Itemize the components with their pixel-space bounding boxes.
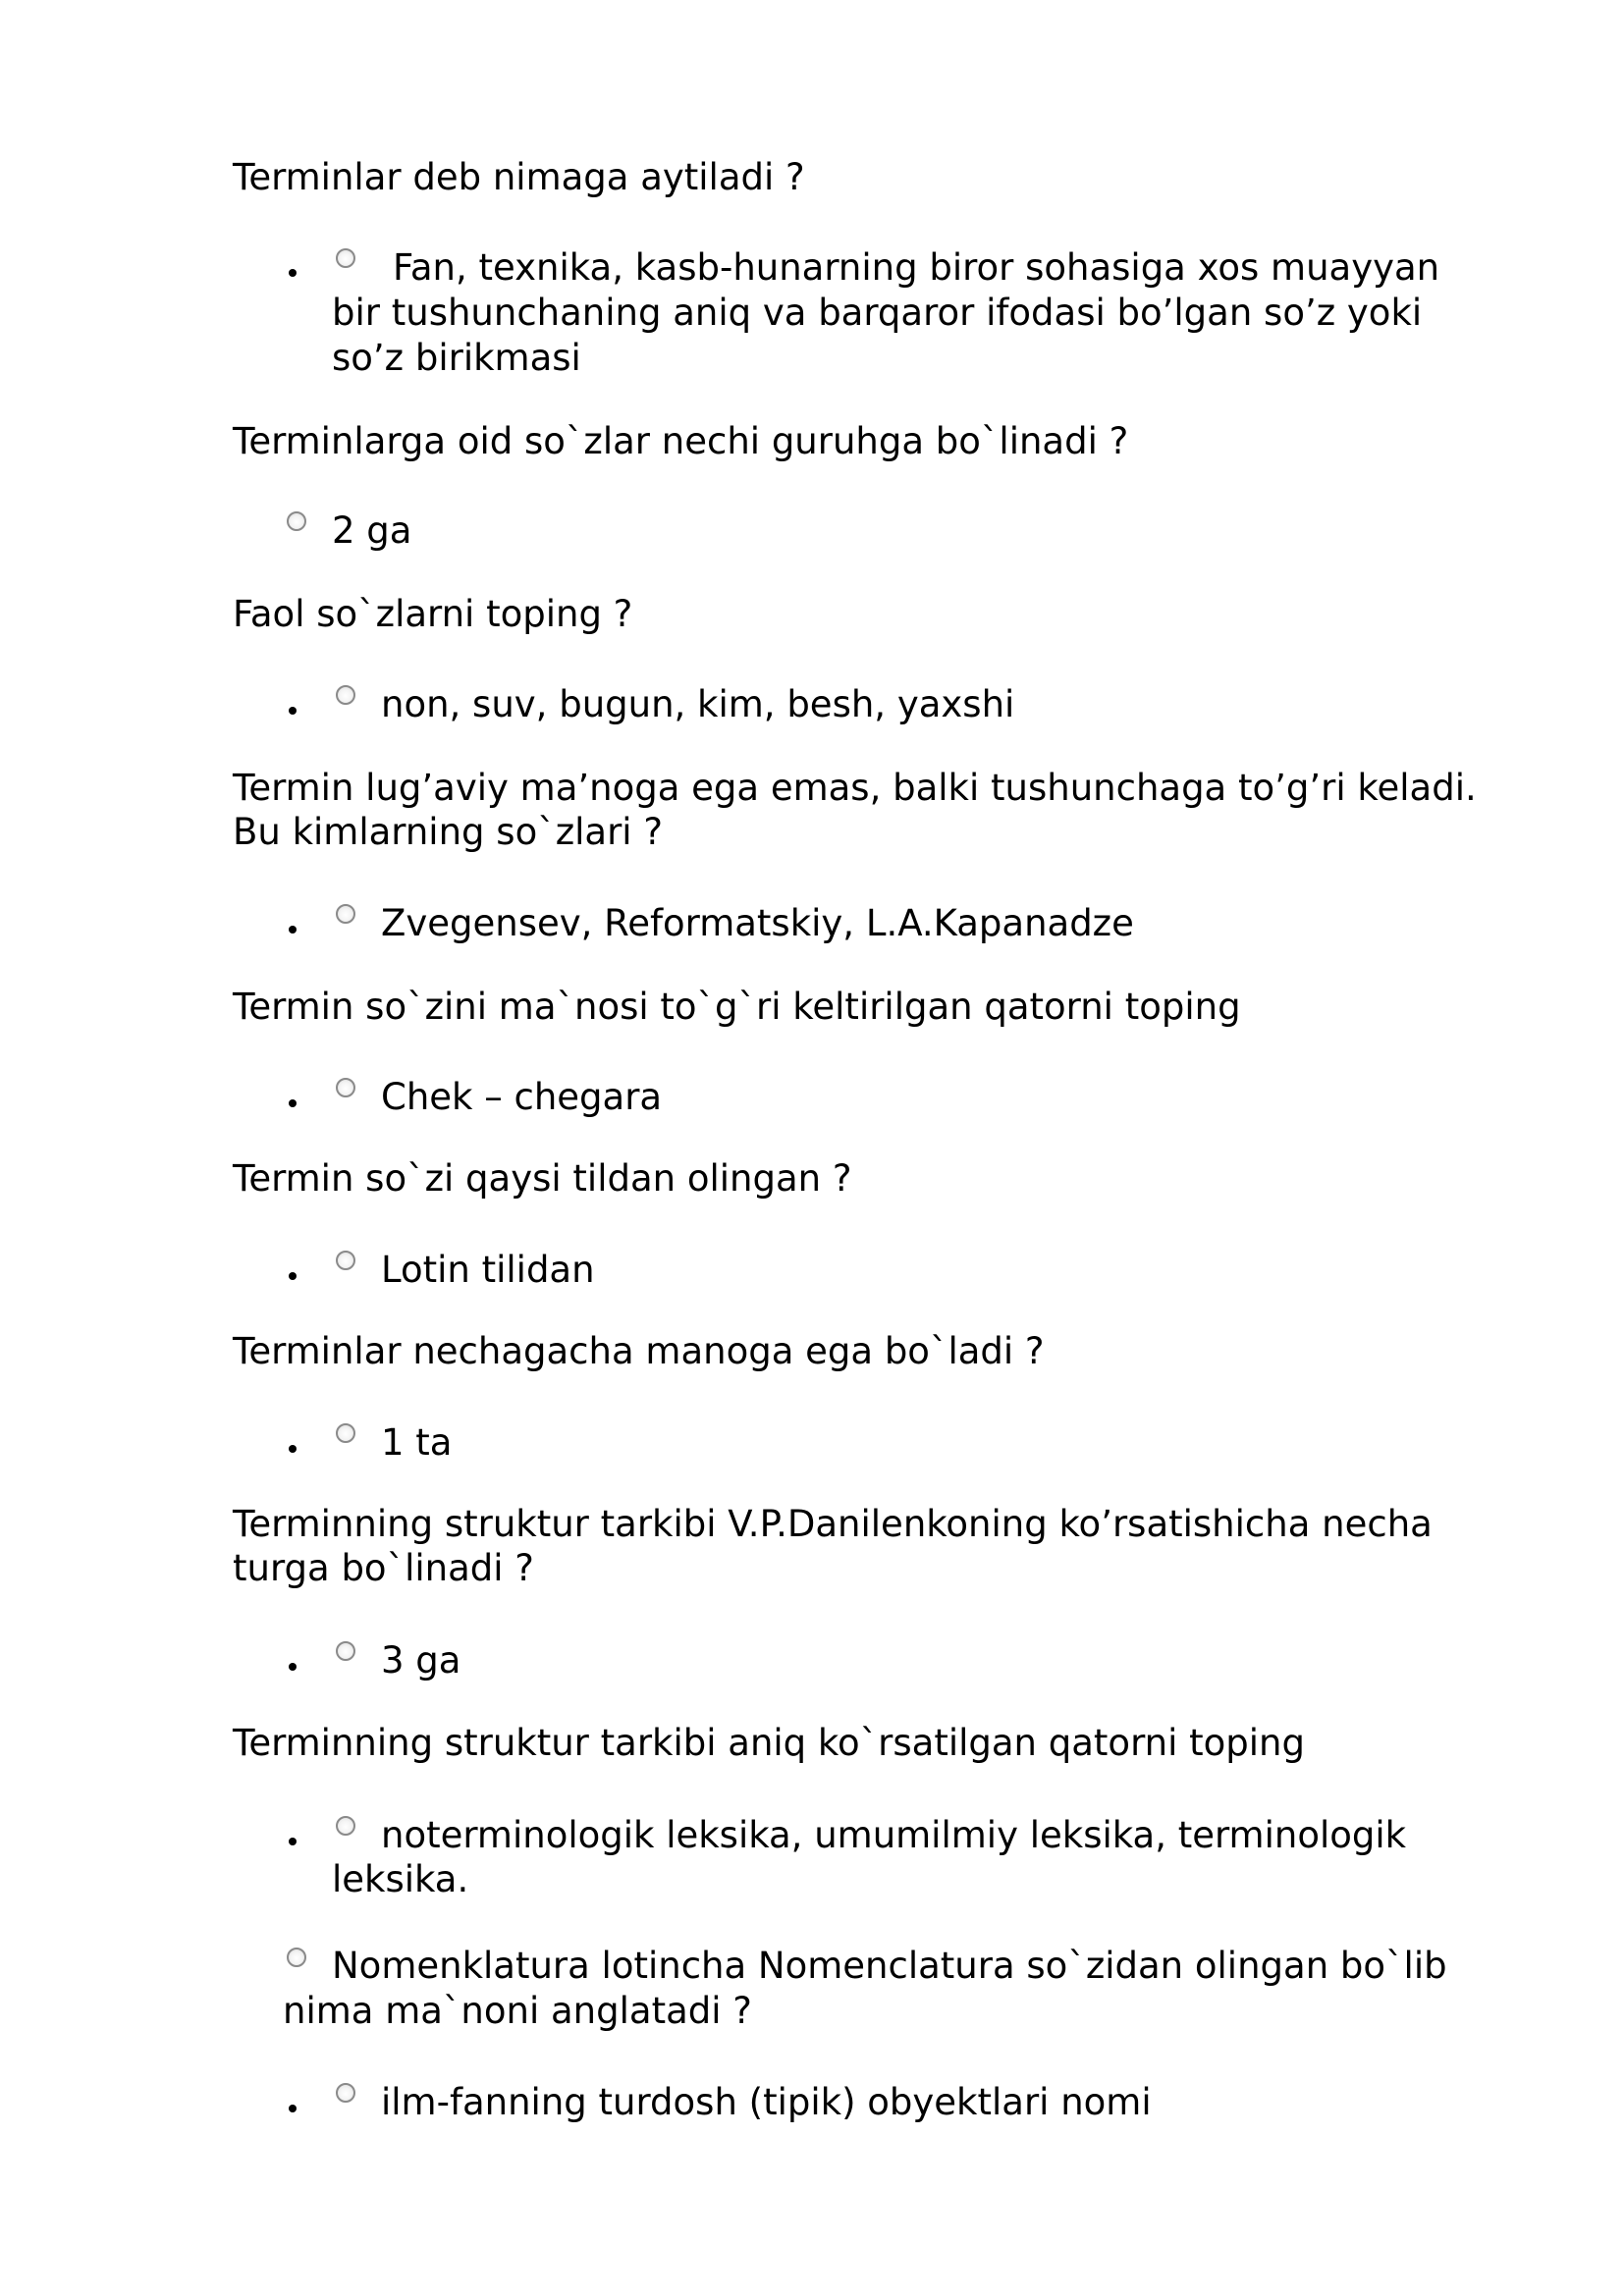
list-bullet [289,926,297,934]
answer-9-radio[interactable] [336,1816,355,1836]
answer-5-radio[interactable] [336,1078,355,1097]
question-4-line-2: Bu kimlarning so`zlari ? [233,811,663,853]
list-bullet [289,269,297,277]
answer-4-radio[interactable] [336,904,355,924]
question-2: Terminlarga oid so`zlar nechi guruhga bo`linadi ? [233,420,1129,462]
answer-6-line-1: Lotin tilidan [381,1249,595,1291]
list-bullet [289,1663,297,1671]
answer-9-line-2: leksika. [332,1858,469,1900]
list-bullet [289,1099,297,1107]
question-5: Termin so`zini ma`nosi to`g`ri keltirilgan qatorni toping [233,986,1241,1028]
answer-10-radio[interactable] [336,2083,355,2103]
answer-2-radio[interactable] [287,511,306,531]
answer-8-radio[interactable] [336,1641,355,1661]
answer-1-line-1: Fan, texnika, kasb-hunarning biror sohasiga xos muayyan [393,246,1440,289]
question-10-line-2: nima ma`noni anglatadi ? [283,1990,752,2032]
list-bullet [289,1445,297,1453]
answer-8-line-1: 3 ga [381,1639,461,1682]
answer-2-line-1: 2 ga [332,509,412,552]
list-bullet [289,1272,297,1280]
answer-1-radio[interactable] [336,248,355,268]
answer-1-line-3: so’z birikmasi [332,337,581,379]
answer-9-line-1: noterminologik leksika, umumilmiy leksika, terminologik [381,1814,1407,1856]
answer-7-radio[interactable] [336,1423,355,1443]
question-9: Terminning struktur tarkibi aniq ko`rsatilgan qatorni toping [233,1722,1305,1764]
answer-1-line-2: bir tushunchaning aniq va barqaror ifodasi bo’lgan so’z yoki [332,292,1423,334]
answer-3-line-1: non, suv, bugun, kim, besh, yaxshi [381,683,1015,725]
question-7: Terminlar nechagacha manoga ega bo`ladi ? [233,1330,1045,1372]
list-bullet [289,1838,297,1845]
question-3: Faol so`zlarni toping ? [233,593,633,635]
question-8-line-2: turga bo`linadi ? [233,1547,534,1589]
list-bullet [289,2105,297,2112]
question-4-line-1: Termin lug’aviy ma’noga ega emas, balki tushunchaga to’g’ri keladi. [233,767,1477,809]
answer-4-line-1: Zvegensev, Reformatskiy, L.A.Kapanadze [381,902,1134,944]
answer-5-line-1: Chek – chegara [381,1076,663,1118]
question-8-line-1: Terminning struktur tarkibi V.P.Danilenkoning ko’rsatishicha necha [233,1503,1433,1545]
list-bullet [289,707,297,715]
answer-7-line-1: 1 ta [381,1421,453,1464]
question-10-radio[interactable] [287,1948,306,1967]
question-10-line-1: Nomenklatura lotincha Nomenclatura so`zidan olingan bo`lib [332,1945,1447,1987]
answer-6-radio[interactable] [336,1251,355,1270]
answer-10-line-1: ilm-fanning turdosh (tipik) obyektlari nomi [381,2081,1152,2123]
answer-3-radio[interactable] [336,685,355,705]
question-1: Terminlar deb nimaga aytiladi ? [233,156,805,198]
question-6: Termin so`zi qaysi tildan olingan ? [233,1157,852,1200]
